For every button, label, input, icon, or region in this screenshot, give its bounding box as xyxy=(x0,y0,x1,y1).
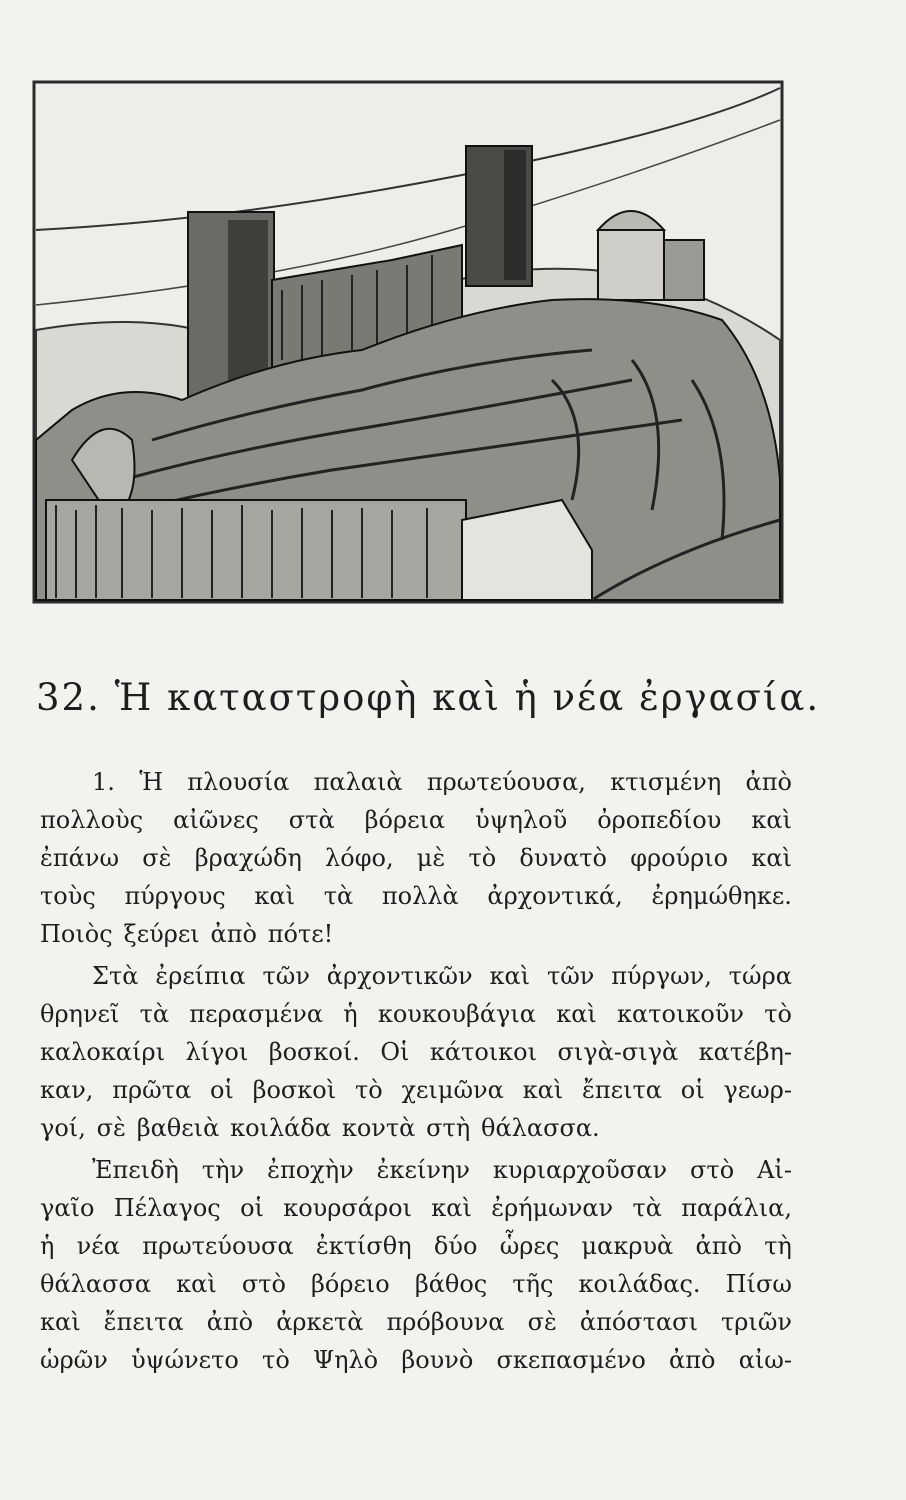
word: τριῶν xyxy=(721,1308,792,1336)
word: καὶ xyxy=(254,882,296,910)
word: ἀρχοντικά, xyxy=(487,882,623,910)
word: τῶν xyxy=(262,962,310,990)
word: ἐρείπια xyxy=(155,962,246,990)
word: τώρα xyxy=(728,962,792,990)
text-line xyxy=(40,915,792,953)
word: θρηνεῖ xyxy=(40,1000,120,1028)
word: πότε! xyxy=(267,920,334,948)
word: Πέλαγος xyxy=(113,1194,221,1222)
paragraph-2 xyxy=(40,957,792,1147)
word: ἀπὸ xyxy=(206,1308,254,1336)
castle-ruins-illustration xyxy=(32,80,784,606)
word: Ἐπειδὴ xyxy=(92,1156,179,1184)
word: ξεύρει xyxy=(123,920,200,948)
word: Στὰ xyxy=(92,962,139,990)
word: τὸ xyxy=(468,844,497,872)
word: καὶ xyxy=(489,962,531,990)
word: ἡ xyxy=(40,1232,55,1260)
word: Ποιὸς xyxy=(40,920,113,948)
word: στὴ xyxy=(426,1114,471,1142)
paragraph-1 xyxy=(40,763,792,953)
word: βόρειο xyxy=(311,1270,390,1298)
word: καὶ xyxy=(431,1194,472,1222)
word: ἐποχὴν xyxy=(267,1156,354,1184)
word: οἱ xyxy=(680,1076,705,1104)
word: λίγοι xyxy=(185,1038,249,1066)
word: ἐπάνω xyxy=(40,844,120,872)
word: σὲ xyxy=(96,1114,126,1142)
word: λόφο, xyxy=(325,844,394,872)
word: ἐρήμωναν xyxy=(491,1194,614,1222)
word: κοντὰ xyxy=(341,1114,416,1142)
word: βραχώδη xyxy=(194,844,302,872)
text-line xyxy=(40,839,792,877)
text-line xyxy=(40,1151,792,1189)
word: σιγὰ-σιγὰ xyxy=(557,1038,679,1066)
word: βουνὸ xyxy=(401,1346,474,1374)
word: ὀροπεδίου xyxy=(597,806,722,834)
word: βοσκοί. xyxy=(268,1038,360,1066)
paragraph-3 xyxy=(40,1151,792,1379)
word: πρωτεύουσα xyxy=(142,1232,294,1260)
word: σὲ xyxy=(527,1308,557,1336)
word: πύργων, xyxy=(611,962,712,990)
word: ὧρες xyxy=(499,1232,560,1260)
word: περασμένα xyxy=(189,1000,324,1028)
text-line xyxy=(40,1071,792,1109)
word: κουρσάροι xyxy=(283,1194,412,1222)
word: χειμῶνα xyxy=(401,1076,504,1104)
text-line xyxy=(40,1109,792,1147)
word: τοὺς xyxy=(40,882,96,910)
word: ἀρκετὰ xyxy=(276,1308,364,1336)
word: πρωτεύουσα, xyxy=(426,768,586,796)
text-line xyxy=(40,995,792,1033)
section-heading: 32. Ἡ καταστροφὴ καὶ ἡ νέα ἐργασία. xyxy=(36,676,821,719)
word: κοιλάδας. xyxy=(578,1270,701,1298)
text-line xyxy=(40,1033,792,1071)
word: ἔπειτα xyxy=(582,1076,662,1104)
text-line xyxy=(40,1227,792,1265)
word: καὶ xyxy=(522,1076,564,1104)
word: δύο xyxy=(433,1232,478,1260)
word: τὸ xyxy=(764,1000,792,1028)
word: σὲ xyxy=(142,844,172,872)
body-text xyxy=(40,763,792,1383)
text-line xyxy=(40,1189,792,1227)
word: οἱ xyxy=(209,1076,234,1104)
word: γαῖο xyxy=(40,1194,95,1222)
word: τὴ xyxy=(764,1232,792,1260)
word: παλαιὰ xyxy=(313,768,403,796)
word: πρόβουνα xyxy=(386,1308,505,1336)
word: καν, xyxy=(40,1076,94,1104)
word: τὰ xyxy=(632,1194,662,1222)
word: τὸ xyxy=(262,1346,290,1374)
word: αἰῶνες xyxy=(173,806,259,834)
word: κατοικοῦν xyxy=(617,1000,745,1028)
word: Αἰ- xyxy=(757,1156,792,1184)
text-line xyxy=(40,1303,792,1341)
word: καὶ xyxy=(556,1000,597,1028)
word: ἀπὸ xyxy=(210,920,257,948)
word: καλοκαίρι xyxy=(40,1038,166,1066)
word: οἱ xyxy=(240,1194,264,1222)
word: κοιλάδα xyxy=(230,1114,332,1142)
word: στὰ xyxy=(288,806,335,834)
word: Οἱ xyxy=(380,1038,410,1066)
word: καὶ xyxy=(751,806,792,834)
word: θάλασσα xyxy=(40,1270,152,1298)
word: τὸ xyxy=(354,1076,383,1104)
word: πολλοὺς xyxy=(40,806,144,834)
word: ἀπὸ xyxy=(695,1232,742,1260)
word: Ψηλὸ xyxy=(313,1346,379,1374)
word: βαθειὰ xyxy=(136,1114,220,1142)
word: ἀρχοντικῶν xyxy=(326,962,473,990)
word: γεωρ- xyxy=(723,1076,792,1104)
word: πρῶτα xyxy=(112,1076,192,1104)
word: ἡ xyxy=(343,1000,358,1028)
word: Πίσω xyxy=(725,1270,792,1298)
text-line xyxy=(40,763,792,801)
word: αἰω- xyxy=(738,1346,792,1374)
word: καὶ xyxy=(751,844,792,872)
word: κτισμένη xyxy=(610,768,722,796)
word: πύργους xyxy=(124,882,226,910)
word: μὲ xyxy=(416,844,446,872)
word: καὶ xyxy=(176,1270,217,1298)
word: τὰ xyxy=(139,1000,170,1028)
word: κάτοικοι xyxy=(429,1038,538,1066)
text-line xyxy=(40,1341,792,1379)
word: τὰ xyxy=(323,882,354,910)
word: δυνατὸ xyxy=(519,844,607,872)
word: στὸ xyxy=(690,1156,735,1184)
word: 1. xyxy=(92,768,115,796)
word: βάθος xyxy=(414,1270,488,1298)
word: ἐκείνην xyxy=(376,1156,470,1184)
word: ὑψηλοῦ xyxy=(475,806,568,834)
text-line xyxy=(40,877,792,915)
word: στὸ xyxy=(241,1270,286,1298)
word: βοσκοὶ xyxy=(252,1076,337,1104)
word: κατέβη- xyxy=(698,1038,792,1066)
word: ἀπὸ xyxy=(745,768,792,796)
word: ὡρῶν xyxy=(40,1346,108,1374)
text-line xyxy=(40,801,792,839)
word: ἀπόστασι xyxy=(579,1308,698,1336)
word: ἐρημώθηκε. xyxy=(651,882,792,910)
text-line xyxy=(40,1265,792,1303)
word: Ἡ xyxy=(139,768,163,796)
word: πολλὰ xyxy=(381,882,459,910)
word: ἀπὸ xyxy=(669,1346,716,1374)
word: πλουσία xyxy=(187,768,290,796)
word: μακρυὰ xyxy=(581,1232,674,1260)
word: σκεπασμένο xyxy=(496,1346,646,1374)
word: κουκουβάγια xyxy=(377,1000,536,1028)
text-line xyxy=(40,957,792,995)
word: θάλασσα. xyxy=(481,1114,600,1142)
word: τῶν xyxy=(546,962,595,990)
word: ἐκτίσθη xyxy=(315,1232,412,1260)
word: ἔπειτα xyxy=(103,1308,184,1336)
word: καὶ xyxy=(40,1308,81,1336)
word: κυριαρχοῦσαν xyxy=(492,1156,668,1184)
word: φρούριο xyxy=(630,844,729,872)
word: νέα xyxy=(76,1232,120,1260)
word: γοί, xyxy=(40,1114,86,1142)
word: παράλια, xyxy=(681,1194,792,1222)
word: τῆς xyxy=(512,1270,554,1298)
word: τὴν xyxy=(201,1156,245,1184)
word: βόρεια xyxy=(364,806,446,834)
word: ὑψώνετο xyxy=(131,1346,239,1374)
castle-ruins-drawing xyxy=(32,80,784,606)
